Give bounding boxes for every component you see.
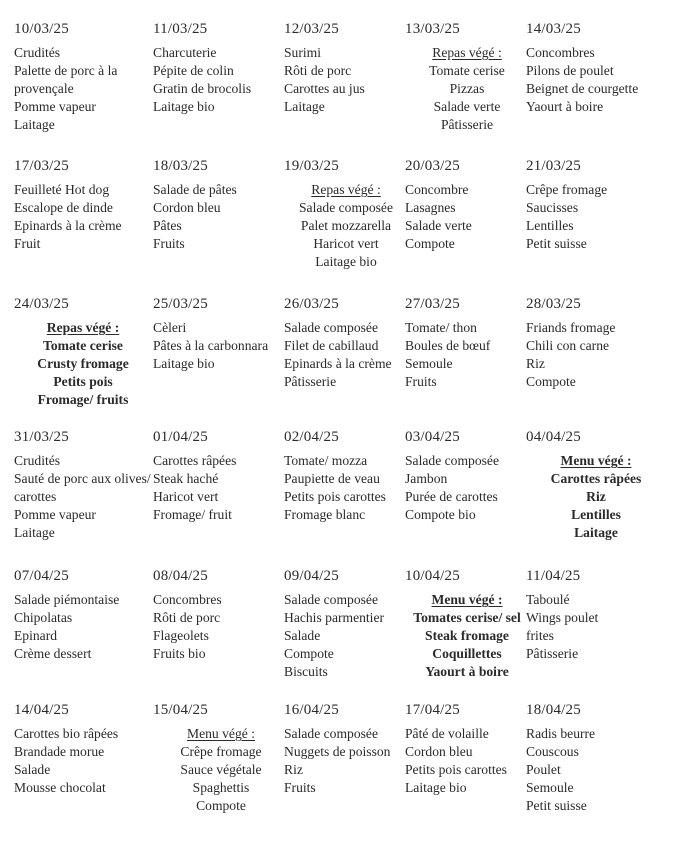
menu-item: Pâtisserie <box>526 646 579 661</box>
menu-item: Saucisses <box>526 200 579 215</box>
day-date: 01/04/25 <box>153 429 208 445</box>
menu-item: Lentilles <box>571 507 621 522</box>
day-cell <box>14 295 152 409</box>
menu-item: Epinards à la crème <box>14 218 122 233</box>
menu-items <box>14 181 152 253</box>
menu-item: Laitage bio <box>153 356 215 371</box>
menu-item: Palet mozzarella <box>300 218 392 233</box>
menu-item: Pâtisserie <box>284 374 337 389</box>
menu-item: Crème dessert <box>14 646 92 661</box>
day-date: 14/04/25 <box>14 702 69 718</box>
menu-item: Salade <box>284 628 321 643</box>
menu-item: Carottes au jus <box>284 81 365 96</box>
menu-items <box>526 44 666 116</box>
menu-item: Laitage bio <box>315 254 377 269</box>
day-cell <box>405 567 529 681</box>
day-cell <box>526 567 666 663</box>
day-cell <box>284 701 408 797</box>
menu-item: Beignet de courgette <box>526 81 639 96</box>
menu-item: Taboulé <box>526 592 570 607</box>
day-cell <box>284 20 408 116</box>
menu-item: Petit suisse <box>526 798 587 813</box>
menu-item: Salade composée <box>284 592 378 607</box>
menu-item: Compote <box>284 646 334 661</box>
menu-item: Concombres <box>526 45 595 60</box>
menu-item: Riz <box>526 356 545 371</box>
menu-item: Palette de porc à la provençale <box>14 63 118 96</box>
day-cell <box>405 701 529 797</box>
day-date: 24/03/25 <box>14 296 69 312</box>
menu-item: Salade piémontaise <box>14 592 120 607</box>
menu-item: Laitage <box>14 525 55 540</box>
menu-item: Fruits <box>153 236 185 251</box>
menu-item: Escalope de dinde <box>14 200 113 215</box>
menu-items <box>153 591 289 663</box>
menu-item: Fruits bio <box>153 646 206 661</box>
menu-item: Carottes râpées <box>550 471 642 486</box>
day-date: 20/03/25 <box>405 158 460 174</box>
day-date: 14/03/25 <box>526 21 581 37</box>
menu-item: Cèleri <box>153 320 187 335</box>
day-date: 07/04/25 <box>14 568 69 584</box>
menu-item: Tomate/ mozza <box>284 453 368 468</box>
menu-item: Yaourt à boire <box>425 664 509 679</box>
menu-item: Salade verte <box>405 218 472 233</box>
menu-item: Crusty fromage <box>37 356 129 371</box>
day-cell <box>153 701 289 815</box>
day-cell <box>284 295 408 391</box>
day-date: 17/04/25 <box>405 702 460 718</box>
menu-item: Fromage/ fruits <box>37 392 129 407</box>
day-date: 17/03/25 <box>14 158 69 174</box>
day-date: 18/03/25 <box>153 158 208 174</box>
menu-item: Laitage bio <box>153 99 215 114</box>
menu-items <box>153 181 289 253</box>
vegetarian-menu <box>405 44 529 134</box>
day-date: 31/03/25 <box>14 429 69 445</box>
veg-menu-title: Menu végé : <box>560 453 632 468</box>
menu-item: Semoule <box>405 356 453 371</box>
day-cell <box>153 295 289 373</box>
menu-item: Salade composée <box>299 200 393 215</box>
menu-items <box>405 725 529 797</box>
veg-menu-title: Repas végé : <box>46 320 120 335</box>
day-cell <box>153 428 289 524</box>
day-cell <box>284 157 408 271</box>
day-date: 26/03/25 <box>284 296 339 312</box>
menu-item: Biscuits <box>284 664 328 679</box>
day-date: 11/03/25 <box>153 21 208 37</box>
day-date: 10/03/25 <box>14 21 69 37</box>
menu-item: Carottes bio râpées <box>14 726 119 741</box>
menu-item: Pomme vapeur <box>14 507 96 522</box>
menu-items <box>14 44 152 134</box>
day-cell <box>153 567 289 663</box>
day-date: 03/04/25 <box>405 429 460 445</box>
day-cell <box>526 701 666 815</box>
menu-item: Compote <box>196 798 246 813</box>
menu-item: Sauce végétale <box>180 762 262 777</box>
menu-items <box>284 452 408 524</box>
day-date: 12/03/25 <box>284 21 339 37</box>
menu-item: Salade composée <box>284 320 378 335</box>
menu-item: Boules de bœuf <box>405 338 491 353</box>
veg-menu-title: Menu végé : <box>431 592 503 607</box>
menu-item: Fruits <box>284 780 316 795</box>
menu-item: Salade composée <box>284 726 378 741</box>
menu-items <box>153 452 289 524</box>
menu-item: Compote bio <box>405 507 476 522</box>
menu-item: Compote <box>526 374 576 389</box>
menu-item: Crudités <box>14 453 61 468</box>
day-date: 04/04/25 <box>526 429 581 445</box>
day-date: 25/03/25 <box>153 296 208 312</box>
menu-item: Jambon <box>405 471 448 486</box>
day-cell <box>284 428 408 524</box>
menu-item: Salade <box>14 762 51 777</box>
menu-items <box>526 591 666 663</box>
menu-items <box>526 725 666 815</box>
menu-item: Pâtes <box>153 218 182 233</box>
day-cell <box>526 20 666 116</box>
menu-item: Laitage <box>284 99 325 114</box>
menu-item: Friands fromage <box>526 320 616 335</box>
day-cell <box>153 20 289 116</box>
menu-item: Pilons de poulet <box>526 63 614 78</box>
day-date: 21/03/25 <box>526 158 581 174</box>
menu-item: Riz <box>586 489 606 504</box>
menu-item: Gratin de brocolis <box>153 81 252 96</box>
menu-item: Radis beurre <box>526 726 596 741</box>
day-date: 13/03/25 <box>405 21 460 37</box>
day-cell <box>14 428 152 542</box>
menu-item: Riz <box>284 762 303 777</box>
menu-items <box>284 725 408 797</box>
menu-items <box>153 44 289 116</box>
menu-items <box>526 319 666 391</box>
menu-item: Petits pois carottes <box>284 489 386 504</box>
day-cell <box>526 428 666 542</box>
day-cell <box>14 20 152 134</box>
menu-item: Spaghettis <box>192 780 250 795</box>
menu-item: Lasagnes <box>405 200 456 215</box>
menu-item: Hachis parmentier <box>284 610 385 625</box>
day-date: 18/04/25 <box>526 702 581 718</box>
menu-item: Petits pois carottes <box>405 762 507 777</box>
menu-items <box>284 319 408 391</box>
vegetarian-menu <box>284 181 408 271</box>
menu-items <box>153 319 289 373</box>
menu-item: Cordon bleu <box>405 744 473 759</box>
day-cell <box>526 157 666 253</box>
day-date: 09/04/25 <box>284 568 339 584</box>
menu-item: Concombre <box>405 182 469 197</box>
day-cell <box>14 157 152 253</box>
menu-items <box>14 591 152 663</box>
menu-items <box>14 452 152 542</box>
menu-item: Feuilleté Hot dog <box>14 182 110 197</box>
day-cell <box>284 567 408 681</box>
menu-item: Surimi <box>284 45 322 60</box>
menu-item: Fruits <box>405 374 437 389</box>
day-date: 11/04/25 <box>526 568 581 584</box>
menu-item: Tomate cerise <box>43 338 123 353</box>
menu-item: Salade composée <box>405 453 499 468</box>
menu-item: Haricot vert <box>153 489 219 504</box>
day-cell <box>153 157 289 253</box>
menu-items <box>284 44 408 116</box>
menu-item: Filet de cabillaud <box>284 338 379 353</box>
menu-item: Pâtisserie <box>440 117 494 132</box>
menu-item: Pomme vapeur <box>14 99 96 114</box>
veg-menu-title: Repas végé : <box>311 182 381 197</box>
menu-item: Wings poulet <box>526 610 599 625</box>
menu-item: Tomate cerise <box>429 63 505 78</box>
vegetarian-menu <box>153 725 289 815</box>
menu-item: Coquillettes <box>432 646 502 661</box>
menu-item: Concombres <box>153 592 222 607</box>
menu-item: Epinard <box>14 628 58 643</box>
day-date: 15/04/25 <box>153 702 208 718</box>
menu-items <box>284 591 408 681</box>
vegetarian-menu <box>14 319 152 409</box>
day-cell <box>14 567 152 663</box>
menu-item: Petit suisse <box>526 236 587 251</box>
menu-item: Rôti de porc <box>153 610 221 625</box>
menu-item: Crudités <box>14 45 61 60</box>
day-date: 10/04/25 <box>405 568 460 584</box>
menu-item: Pizzas <box>449 81 485 96</box>
menu-items <box>14 725 152 797</box>
menu-item: Charcuterie <box>153 45 217 60</box>
menu-items <box>405 452 529 524</box>
menu-item: Brandade morue <box>14 744 105 759</box>
veg-menu-title: Menu végé : <box>187 726 255 741</box>
day-cell <box>405 295 529 391</box>
menu-item: Fromage blanc <box>284 507 366 522</box>
menu-item: Steak fromage <box>425 628 509 643</box>
menu-item: Salade de pâtes <box>153 182 237 197</box>
vegetarian-menu <box>526 452 666 542</box>
menu-item: Laitage bio <box>405 780 467 795</box>
menu-item: Flageolets <box>153 628 209 643</box>
day-cell <box>405 157 529 253</box>
menu-items <box>526 181 666 253</box>
menu-item: Semoule <box>526 780 574 795</box>
day-date: 19/03/25 <box>284 158 339 174</box>
menu-item: Tomates cerise/ sel <box>413 610 521 625</box>
menu-item: Steak haché <box>153 471 219 486</box>
menu-item: Yaourt à boire <box>526 99 604 114</box>
menu-item: Laitage <box>574 525 618 540</box>
menu-item: Poulet <box>526 762 561 777</box>
menu-item: Petits pois <box>53 374 113 389</box>
menu-items <box>405 319 529 391</box>
menu-item: Salade verte <box>433 99 501 114</box>
menu-item: Pépite de colin <box>153 63 234 78</box>
menu-item: Haricot vert <box>313 236 379 251</box>
menu-item: Purée de carottes <box>405 489 498 504</box>
veg-menu-title: Repas végé : <box>432 45 502 60</box>
menu-item: Mousse chocolat <box>14 780 106 795</box>
menu-item: Crêpe fromage <box>180 744 262 759</box>
menu-item: Pâté de volaille <box>405 726 489 741</box>
menu-item: Pâtes à la carbonnara <box>153 338 269 353</box>
menu-item: Laitage <box>14 117 55 132</box>
menu-item: Fruit <box>14 236 41 251</box>
day-date: 16/04/25 <box>284 702 339 718</box>
menu-item: Compote <box>405 236 455 251</box>
menu-item: Epinards à la crème <box>284 356 392 371</box>
menu-item: Paupiette de veau <box>284 471 380 486</box>
menu-items <box>405 181 529 253</box>
vegetarian-menu <box>405 591 529 681</box>
menu-item: Chili con carne <box>526 338 610 353</box>
menu-item: Fromage/ fruit <box>153 507 232 522</box>
day-date: 28/03/25 <box>526 296 581 312</box>
menu-item: Tomate/ thon <box>405 320 477 335</box>
day-date: 02/04/25 <box>284 429 339 445</box>
day-cell <box>405 20 529 134</box>
menu-item: Carottes râpées <box>153 453 237 468</box>
menu-item: Sauté de porc aux olives/ carottes <box>14 471 151 504</box>
menu-item: Lentilles <box>526 218 574 233</box>
menu-item: frites <box>526 628 554 643</box>
menu-item: Nuggets de poisson <box>284 744 391 759</box>
day-date: 27/03/25 <box>405 296 460 312</box>
menu-item: Chipolatas <box>14 610 73 625</box>
menu-item: Crêpe fromage <box>526 182 608 197</box>
day-cell <box>526 295 666 391</box>
menu-item: Couscous <box>526 744 579 759</box>
day-date: 08/04/25 <box>153 568 208 584</box>
day-cell <box>405 428 529 524</box>
menu-item: Rôti de porc <box>284 63 352 78</box>
day-cell <box>14 701 152 797</box>
menu-item: Cordon bleu <box>153 200 221 215</box>
